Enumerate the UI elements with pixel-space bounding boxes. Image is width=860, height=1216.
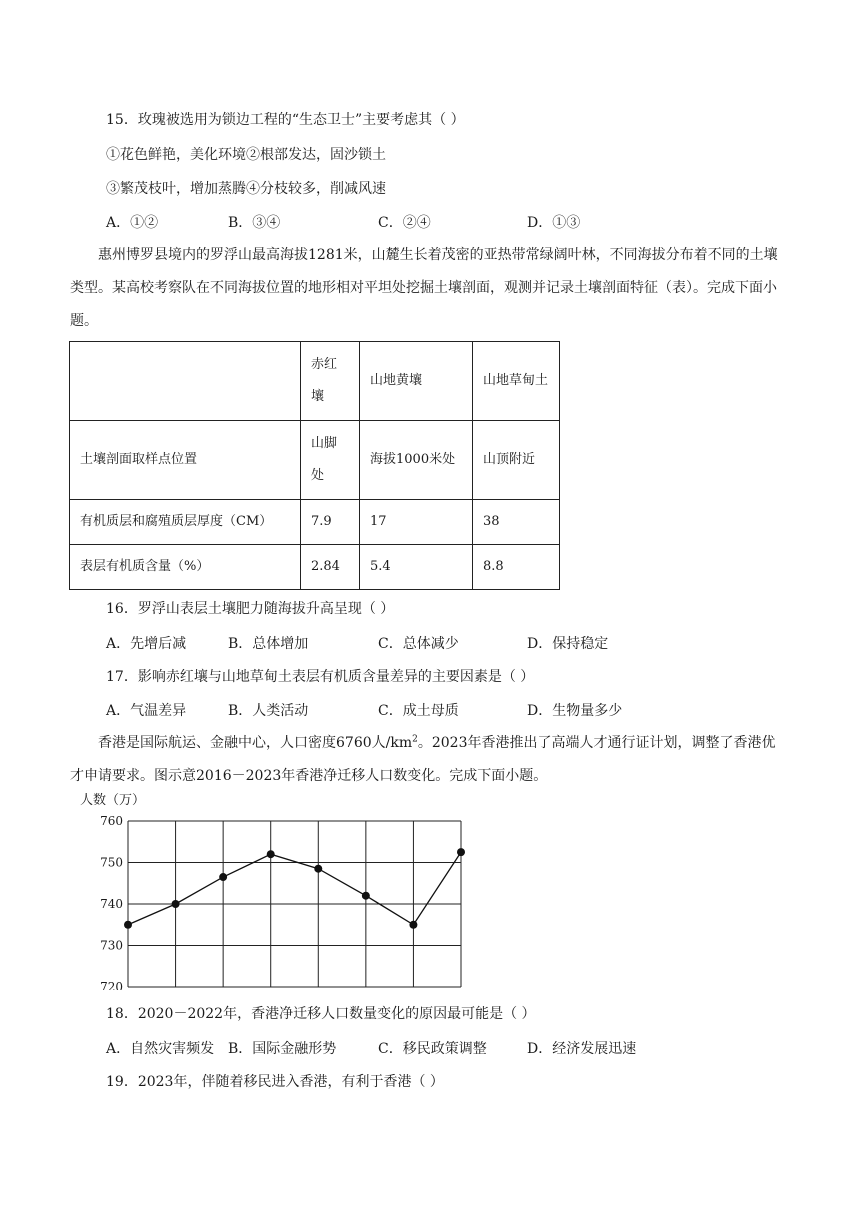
table-header-cell: 赤红壤 bbox=[301, 342, 360, 421]
data-point bbox=[457, 848, 465, 856]
data-point bbox=[267, 850, 275, 858]
q16-option-a[interactable]: A．先增后减 bbox=[106, 636, 187, 652]
q15-stem: 15．玫瑰被选用为锁边工程的“生态卫士”主要考虑其（ ） bbox=[106, 112, 465, 128]
table-cell: 表层有机质含量（%） bbox=[70, 545, 301, 590]
q15-option-b[interactable]: B．③④ bbox=[228, 215, 281, 231]
chart-ylabel: 人数（万） bbox=[80, 793, 146, 808]
y-tick-label: 730 bbox=[100, 938, 123, 953]
table-header-cell bbox=[70, 342, 301, 421]
q17-option-b[interactable]: B．人类活动 bbox=[228, 703, 309, 719]
table-header-row bbox=[70, 342, 560, 421]
table-cell: 土壤剖面取样点位置 bbox=[70, 421, 301, 500]
table-cell: 38 bbox=[473, 500, 560, 545]
table-cell: 山顶附近 bbox=[473, 421, 560, 500]
q15-line2: ③繁茂枝叶，增加蒸腾④分枝较多，削减风速 bbox=[106, 181, 386, 197]
q17-option-c[interactable]: C．成土母质 bbox=[378, 703, 459, 719]
q15-option-c[interactable]: C．②④ bbox=[378, 215, 431, 231]
passage-luofu bbox=[70, 239, 786, 338]
q16-option-c[interactable]: C．总体减少 bbox=[378, 636, 459, 652]
q19-stem: 19．2023年，伴随着移民进入香港，有利于香港（ ） bbox=[106, 1074, 444, 1090]
chart-yticks bbox=[100, 814, 123, 990]
passage-hongkong-text bbox=[70, 727, 786, 793]
data-point bbox=[314, 865, 322, 873]
y-tick-label: 720 bbox=[100, 980, 123, 990]
data-point bbox=[219, 873, 227, 881]
q18-option-d[interactable]: D．经济发展迅速 bbox=[527, 1041, 637, 1057]
data-point bbox=[124, 921, 132, 929]
q16-stem: 16．罗浮山表层土壤肥力随海拔升高呈现（ ） bbox=[106, 601, 395, 617]
passage-hongkong-part1: 香港是国际航运、金融中心，人口密度6760人/km bbox=[98, 735, 413, 751]
q16-option-d[interactable]: D．保持稳定 bbox=[527, 636, 609, 652]
q15-line1: ①花色鲜艳，美化环境②根部发达，固沙锁土 bbox=[106, 147, 386, 163]
table-header-cell: 山地草甸土 bbox=[473, 342, 560, 421]
y-tick-label: 740 bbox=[100, 897, 123, 911]
y-tick-label: 760 bbox=[100, 814, 123, 828]
q15-option-d[interactable]: D．①③ bbox=[527, 215, 581, 231]
q17-option-d[interactable]: D．生物量多少 bbox=[527, 703, 623, 719]
chart-series-line bbox=[128, 852, 461, 925]
migration-line-chart bbox=[80, 790, 500, 990]
table-row bbox=[70, 545, 560, 590]
q15-option-a[interactable]: A．①② bbox=[106, 215, 159, 231]
table-cell: 8.8 bbox=[473, 545, 560, 590]
data-point bbox=[409, 921, 417, 929]
table-cell: 17 bbox=[360, 500, 473, 545]
passage-hongkong-sup: 2 bbox=[412, 734, 418, 745]
table-cell: 有机质层和腐殖质层厚度（CM） bbox=[70, 500, 301, 545]
table-cell: 5.4 bbox=[360, 545, 473, 590]
passage-luofu-text: 惠州博罗县境内的罗浮山最高海拔1281米，山麓生长着茂密的亚热带常绿阔叶林，不同海拔分布着不同的土壤类型。某高校考察队在不同海拔位置的地形相对平坦处挖掘土壤剖面，观测并记录土壤剖面特征（表）。完成下面小题。 bbox=[70, 247, 778, 329]
data-point bbox=[172, 900, 180, 908]
table-row bbox=[70, 421, 560, 500]
y-tick-label: 750 bbox=[100, 855, 123, 870]
q18-stem: 18．2020－2022年，香港净迁移人口数量变化的原因最可能是（ ） bbox=[106, 1006, 536, 1022]
table-cell: 2.84 bbox=[301, 545, 360, 590]
q17-stem: 17．影响赤红壤与山地草甸土表层有机质含量差异的主要因素是（ ） bbox=[106, 669, 535, 685]
passage-hongkong-part2: 。2023年香港推出了高端人才通行证计划，调整了香港优才申请要求。图示意2016－2023年香港净迁移人口数变化。完成下面小题。 bbox=[70, 735, 776, 784]
q17-option-a[interactable]: A．气温差异 bbox=[106, 703, 187, 719]
table-cell: 海拔1000米处 bbox=[360, 421, 473, 500]
table-cell: 7.9 bbox=[301, 500, 360, 545]
table-header-cell: 山地黄壤 bbox=[360, 342, 473, 421]
table-row bbox=[70, 500, 560, 545]
q18-option-a[interactable]: A．自然灾害频发 bbox=[106, 1041, 215, 1057]
data-point bbox=[362, 892, 370, 900]
soil-table bbox=[69, 341, 560, 590]
table-cell: 山脚处 bbox=[301, 421, 360, 500]
q18-option-b[interactable]: B．国际金融形势 bbox=[228, 1041, 337, 1057]
q16-option-b[interactable]: B．总体增加 bbox=[228, 636, 309, 652]
passage-hongkong bbox=[70, 727, 786, 793]
q18-option-c[interactable]: C．移民政策调整 bbox=[378, 1041, 487, 1057]
